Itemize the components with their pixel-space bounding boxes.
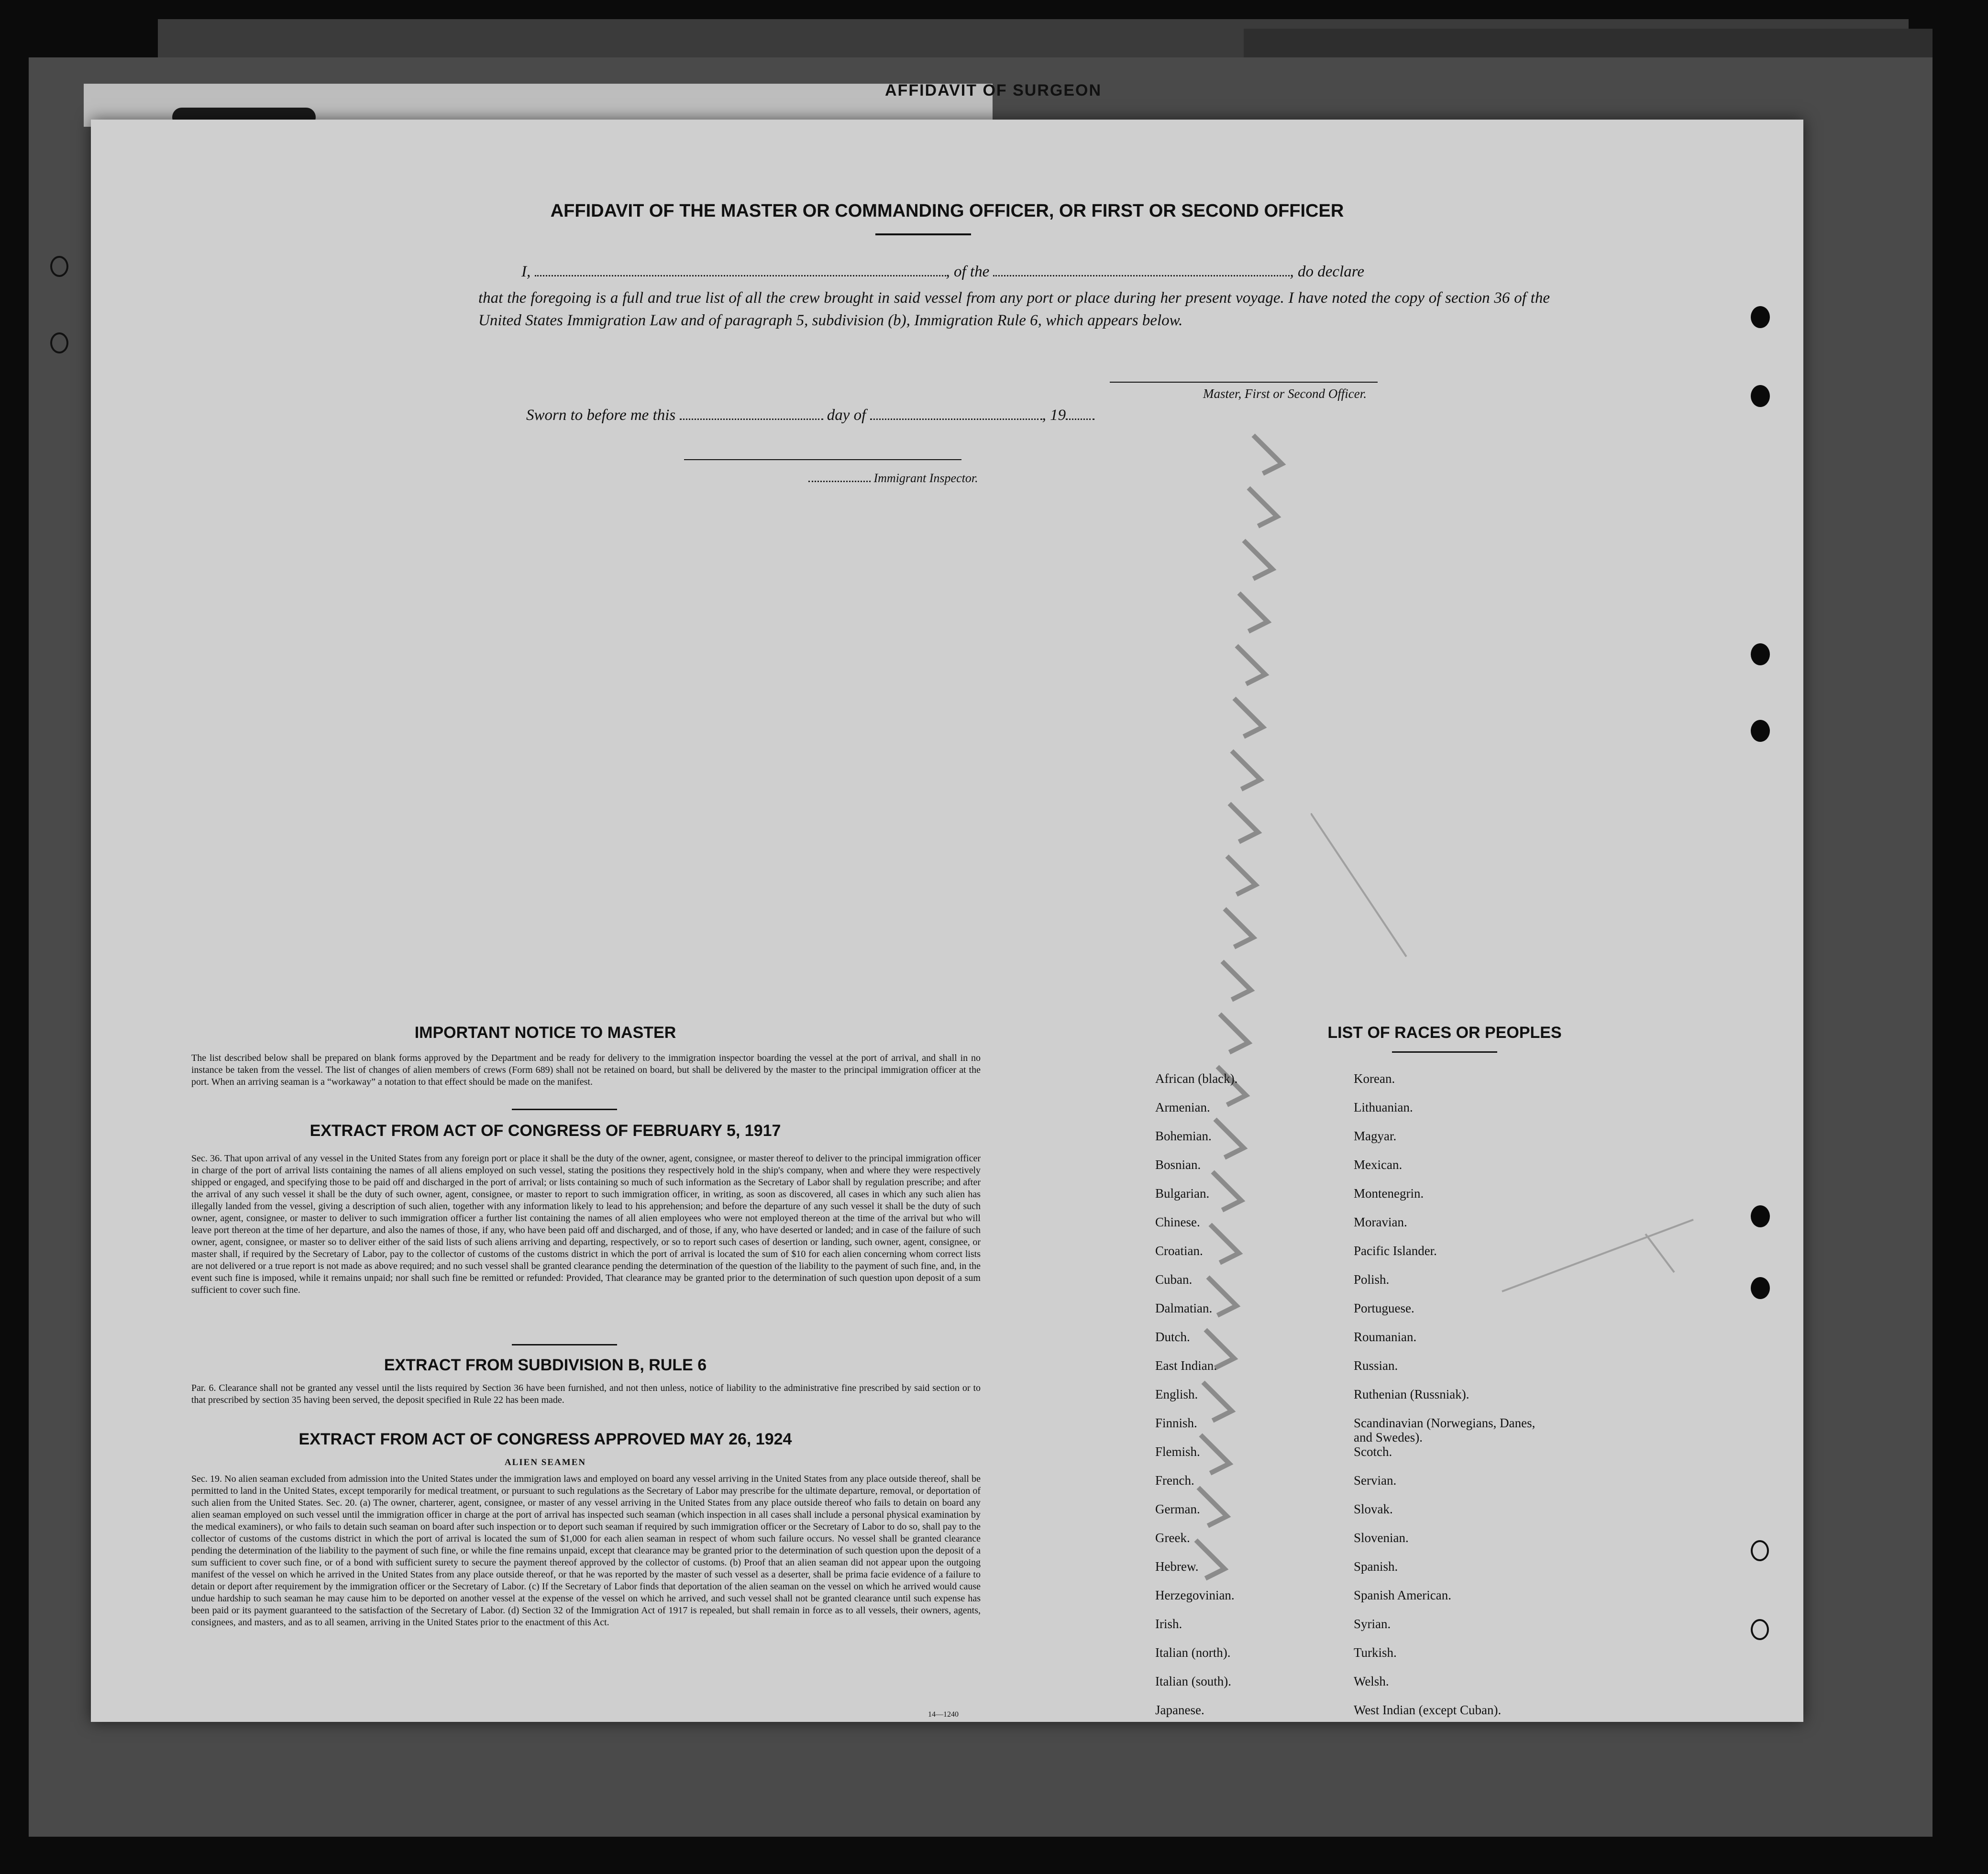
race-item: Irish. [1155,1617,1182,1631]
affidavit-body: that the foregoing is a full and true list of all the crew brought in said vessel from any port or place during her present voyage. I have noted the copy of section 36 of the United States Immigration Law and of paragraph 5, subdivision (b), Immigration Rule 6, which appears below. [478,289,1550,329]
race-item: Portuguese. [1354,1301,1414,1315]
subdivision-title: EXTRACT FROM SUBDIVISION B, RULE 6 [384,1356,707,1374]
race-item: Armenian. [1155,1100,1210,1114]
i-label: I, [521,263,531,280]
year-label: , 19 [1042,407,1066,424]
races-rule [1392,1051,1497,1053]
race-item: Syrian. [1354,1617,1391,1631]
underlying-page-heading: AFFIDAVIT OF SURGEON [885,81,1102,99]
race-item: Dutch. [1155,1330,1190,1344]
race-item: Magyar. [1354,1129,1397,1143]
extract-1924-title: EXTRACT FROM ACT OF CONGRESS APPROVED MAY 26, 1924 [298,1430,792,1448]
inspector-blank [808,481,871,482]
race-item: Moravian. [1354,1215,1407,1229]
races-column-1 [1155,1071,1337,1731]
of-the-label: , of the [946,263,990,280]
sworn-month-blank [870,419,1042,420]
race-item: Slovenian. [1354,1531,1409,1545]
race-item: Montenegrin. [1354,1186,1424,1201]
sworn-label: Sworn to before me this [526,407,676,424]
punch-hole [1751,1205,1770,1227]
race-item: Bulgarian. [1155,1186,1210,1201]
race-item: Polish. [1354,1272,1390,1287]
race-item: Flemish. [1155,1444,1200,1459]
punch-hole [1751,1277,1770,1299]
affidavit-line-1 [521,263,1555,281]
races-column-2 [1354,1071,1555,1731]
race-item: Welsh. [1354,1674,1389,1688]
inspector-line-row [808,471,978,485]
race-item: Italian (south). [1155,1674,1231,1688]
vessel-blank [993,275,1290,276]
race-item: Bohemian. [1155,1129,1212,1143]
declare-label: , do declare [1290,263,1364,280]
race-item: Finnish. [1155,1416,1197,1430]
race-item: Italian (north). [1155,1645,1231,1660]
affidavit-title: AFFIDAVIT OF THE MASTER OR COMMANDING OFFICER, OR FIRST OR SECOND OFFICER [550,201,1344,221]
punch-hole [1751,306,1770,328]
inspector-line [684,459,961,460]
signature-line [1110,382,1378,383]
race-item: East Indian. [1155,1358,1217,1373]
punch-hole-open [1751,1540,1769,1561]
races-title: LIST OF RACES OR PEOPLES [1327,1024,1562,1042]
notice-rule [512,1109,617,1110]
punch-hole [1751,385,1770,407]
race-item: Korean. [1354,1071,1395,1086]
signature-caption: Master, First or Second Officer. [1203,386,1367,401]
punch-hole-open [1751,1619,1769,1640]
inspector-caption: Immigrant Inspector. [873,471,978,485]
subdivision-rule [512,1344,617,1345]
race-item: Pacific Islander. [1354,1244,1437,1258]
race-item: Mexican. [1354,1157,1403,1172]
race-item: Scandinavian (Norwegians, Danes, and Swedes). [1354,1416,1535,1444]
year-blank [1066,419,1094,420]
punch-hole [1751,643,1770,665]
extract-1917-title: EXTRACT FROM ACT OF CONGRESS OF FEBRUARY 5, 1917 [309,1122,781,1140]
alien-seamen-subtitle: ALIEN SEAMEN [504,1457,586,1467]
title-rule [875,233,971,235]
notice-title: IMPORTANT NOTICE TO MASTER [414,1024,676,1042]
form-number: 14—1240 [928,1710,959,1719]
race-item: Herzegovinian. [1155,1588,1235,1602]
day-of-label: day of [827,407,866,424]
sworn-line [526,407,1094,424]
punch-hole [1751,720,1770,742]
race-item: Spanish. [1354,1559,1398,1574]
notice-body: The list described below shall be prepared on blank forms approved by the Department and be ready for delivery to the immigration inspector boarding the vessel at the port of arrival, and shall in no instance be taken from the vessel. The list of changes of alien members of crews (Form 689) shall not be retained on board, but shall be delivered by the master to the principal immigration officer at the port. When an arriving seaman is a “workaway” a notation to that effect should be made on the manifest. [191,1053,981,1087]
name-blank [535,275,946,276]
race-item: Scotch. [1354,1444,1392,1459]
extract-1917-body: Sec. 36. That upon arrival of any vessel in the United States from any foreign port or place it shall be the duty of the owner, agent, consignee, or master thereof to deliver to the principal immigration officer in charge of the port of arrival lists containing the names of all aliens employed on such vessel, stating the positions they respectively hold in the ship's company, when and where they were respectively shipped or engaged, and specifying those to be paid off and discharged in the port of arrival; or lists containing so much of such information as the Secretary of Labor shall by regulation prescribe; and after the arrival of any such vessel it shall be the duty of such owner, agent, consignee, or master to report to such immigration officer, in writing, as soon as discovered, all cases in which any such alien has illegally landed from the vessel, giving a description of such alien, together with any information likely to lead to his apprehension; and before the departure of any such vessel it shall be the duty of such owner, agent, consignee, or master to deliver to such immigration officer a further list containing the names of all alien employees who were not employed thereon at the time of the arrival but who will leave port thereon at the time of her departure, and also the names of those, if any, who have been paid off and discharged, and of those, if any, who have deserted or landed; and in case of the failure of such owner, agent, consignee, or master so to deliver either of the said lists of such aliens arriving and departing, respectively, or so to report such cases of desertion or landing, such owner, agent, consignee, or master shall, if required by the Secretary of Labor, pay to the collector of customs of the customs district in which the port of arrival is located the sum of $10 for each alien concerning whom correct lists are not delivered or a true report is not made as above required; and no such vessel shall be granted clearance pending the determination of the question of the liability to the payment of such fine, and, in the event such fine is imposed, while it remains unpaid; nor shall such fine be remitted or refunded: Provided, That clearance may be granted prior to the determination of such question upon deposit of a sum sufficient to cover such fine. [191,1153,981,1295]
race-item: German. [1155,1502,1200,1516]
race-item: Japanese. [1155,1703,1204,1717]
race-item: African (black). [1155,1071,1238,1086]
race-item: Chinese. [1155,1215,1200,1229]
race-item: Bosnian. [1155,1157,1201,1172]
race-item: Dalmatian. [1155,1301,1213,1315]
punch-hole-open [50,256,68,277]
race-item: Servian. [1354,1473,1397,1488]
race-item: Slovak. [1354,1502,1393,1516]
subdivision-body: Par. 6. Clearance shall not be granted any vessel until the lists required by Section 36 have been furnished, and not then unless, notice of liability to the administrative fine prescribed by said section or to that prescribed by section 35 having been served, the deposit specified in Rule 22 has been made. [191,1383,981,1405]
race-item: Spanish American. [1354,1588,1451,1602]
extract-1924-body: Sec. 19. No alien seaman excluded from admission into the United States under the immigration laws and employed on board any vessel arriving in the United States from any place outside thereof, shall be permitted to land in the United States, except temporarily for medical treatment, or pursuant to such regulations as the Secretary of Labor may prescribe for the ultimate departure, removal, or deportation of such alien from the United States. Sec. 20. (a) The owner, charterer, agent, consignee, or master of any vessel arriving in the United States from any place outside thereof who fails to detain on board any alien seaman employed on such vessel until the immigration officer in charge at the port of arrival has inspected such seaman (which inspection in all cases shall include a personal physical examination by the medical examiners), or who fails to detain such seaman on board after such inspection or to deport such seaman if required by such immigration officer or the Secretary of Labor to do so, shall pay to the collector of customs of the customs district in which the port of arrival is located the sum of $1,000 for each alien seaman in respect of whom such failure occurs. No vessel shall be granted clearance pending the determination of the liability to the payment of such fine, or while the fine remains unpaid, except that clearance may be granted prior to the determination of such question upon the deposit of a sum sufficient to cover such fine, or of a bond with sufficient surety to secure the payment thereof approved by the collector of customs. (b) Proof that an alien seaman did not appear upon the outgoing manifest of the vessel on which he arrived in the United States from any place outside thereof, or that he was reported by the master of such vessel as a deserter, shall be prima facie evidence of a failure to detain or deport after requirement by the immigration officer or the Secretary of Labor. (c) If the Secretary of Labor finds that deportation of the alien seaman on the vessel on which he arrived would cause undue hardship to such seaman he may cause him to be deported on another vessel at the expense of the vessel on which he arrived, and such vessel shall not be granted clearance until such expense has been paid or its payment guaranteed to the satisfaction of the Secretary of Labor. (d) Section 32 of the Immigration Act of 1917 is repealed, but shall remain in force as to all vessels, their owners, agents, consignees, and masters, and as to all seamen, arriving in the United States prior to the enactment of this Act. [191,1474,981,1628]
race-item: French. [1155,1473,1194,1488]
race-item: Greek. [1155,1531,1190,1545]
race-item: Turkish. [1354,1645,1397,1660]
sworn-day-blank [680,419,823,420]
race-item: Lithuanian. [1354,1100,1413,1114]
punch-hole-open [50,332,68,353]
race-item: Cuban. [1155,1272,1193,1287]
race-item: Hebrew. [1155,1559,1199,1574]
race-item: English. [1155,1387,1198,1401]
race-item: Croatian. [1155,1244,1203,1258]
race-item: West Indian (except Cuban). [1354,1703,1502,1717]
race-item: Russian. [1354,1358,1398,1373]
form-page [91,120,1803,1722]
race-item: Roumanian. [1354,1330,1417,1344]
race-item: Ruthenian (Russniak). [1354,1387,1469,1401]
